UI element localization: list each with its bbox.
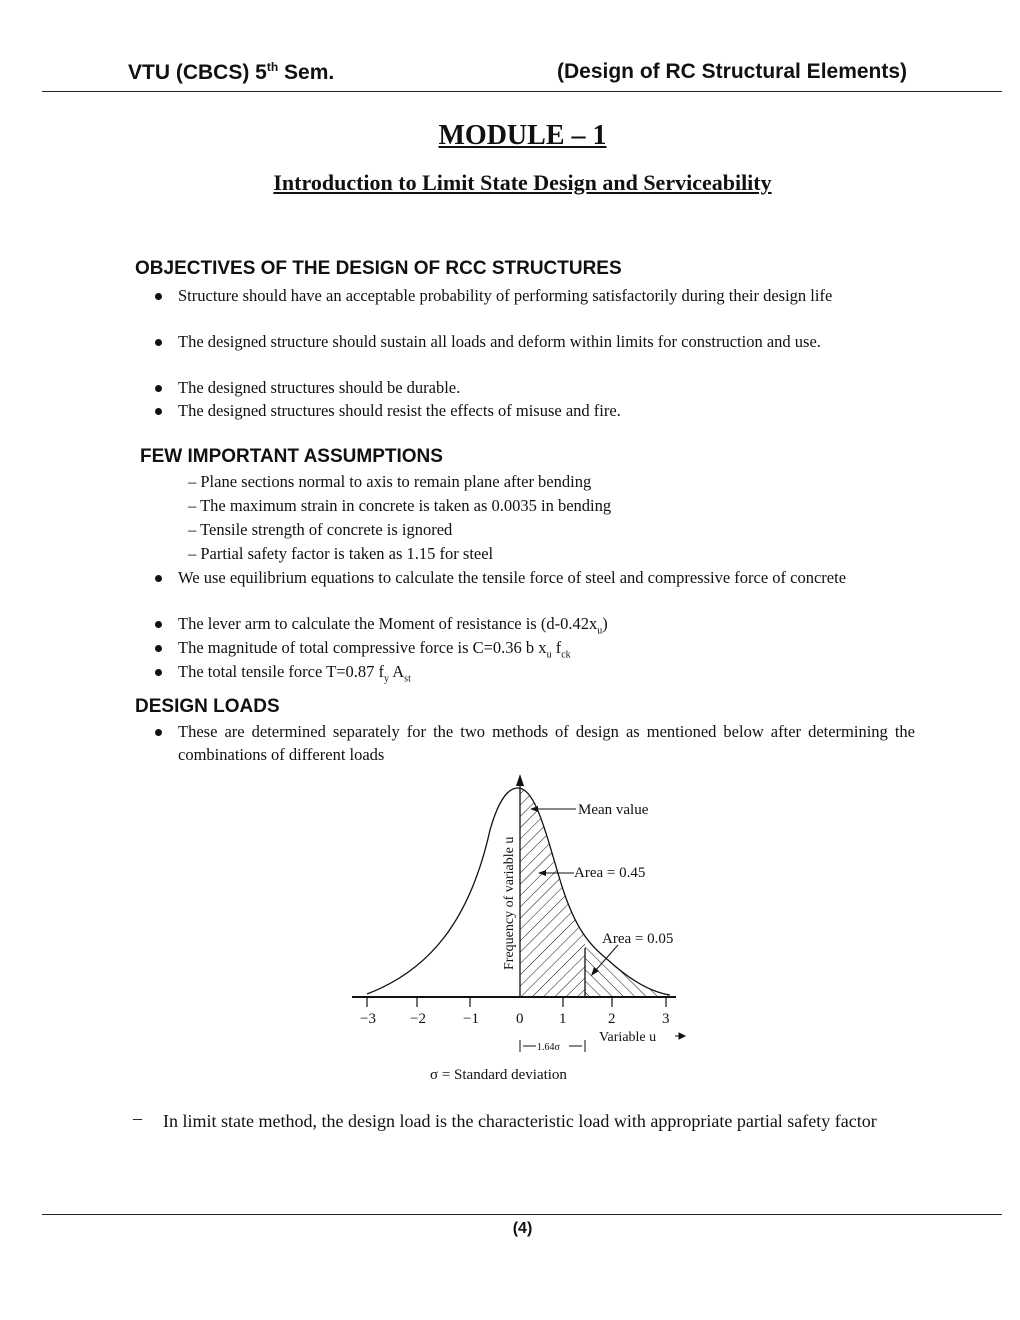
sigma-caption: σ = Standard deviation	[430, 1067, 567, 1083]
footer-rule	[42, 1214, 1002, 1215]
x-ticks	[367, 997, 666, 1007]
header-course: VTU (CBCS) 5th Sem.	[128, 60, 335, 84]
design-loads-heading: DESIGN LOADS	[135, 696, 280, 717]
closing-text: In limit state method, the design load is the characteristic load with appropriate partial safety factor	[163, 1111, 877, 1131]
tick-label: 1	[559, 1011, 567, 1027]
dash-bullet: –	[133, 1108, 142, 1128]
x-arrow-icon	[675, 1033, 685, 1039]
assumption-line: – Tensile strength of concrete is ignored	[188, 520, 453, 539]
header-rule	[42, 91, 1002, 92]
x-axis-label: Variable u	[599, 1030, 657, 1045]
y-axis-arrow-icon	[516, 774, 524, 786]
objective-item: Structure should have an acceptable probability of performing satisfactorily during their design life	[155, 284, 915, 307]
assumptions-heading: FEW IMPORTANT ASSUMPTIONS	[140, 446, 443, 467]
design-loads-item: These are determined separately for the two methods of design as mentioned below after determining the combinations of different loads	[155, 720, 915, 766]
tick-label: 0	[516, 1011, 524, 1027]
page-number: (4)	[512, 1220, 533, 1237]
tick-label: −2	[410, 1011, 426, 1027]
area045-label: Area = 0.45	[574, 865, 646, 881]
mean-label: Mean value	[578, 802, 649, 818]
assumption-item: We use equilibrium equations to calculate the tensile force of steel and compressive force of concrete	[155, 566, 915, 589]
objective-item: The designed structure should sustain all loads and deform within limits for construction and use.	[155, 330, 915, 353]
module-title: MODULE – 1	[438, 120, 607, 151]
header-subject: (Design of RC Structural Elements)	[557, 60, 908, 83]
module-subtitle: Introduction to Limit State Design and Serviceability	[273, 170, 772, 195]
tick-label: 3	[662, 1011, 670, 1027]
tick-label: −1	[463, 1011, 479, 1027]
hatched-area-045	[520, 770, 585, 997]
distribution-curve	[367, 788, 670, 995]
assumption-item: The magnitude of total compressive force is C=0.36 b $x_u$ $f_{ck}$	[155, 636, 915, 666]
objective-item: The designed structures should be durable.	[155, 376, 915, 399]
tick-label: −3	[360, 1011, 376, 1027]
assumption-line: – Partial safety factor is taken as 1.15 for steel	[188, 544, 494, 563]
tick-label: 2	[608, 1011, 616, 1027]
range-label: 1.64σ	[537, 1042, 560, 1053]
assumption-item: The lever arm to calculate the Moment of resistance is $(d-0.42x_u)$	[155, 612, 915, 642]
objective-item: The designed structures should resist the effects of misuse and fire.	[155, 399, 915, 422]
y-axis-label: Frequency of variable u	[502, 836, 517, 970]
area005-label: Area = 0.05	[602, 931, 674, 947]
assumption-item: The total tensile force T=0.87 $f_y$ $A_{st}$	[155, 660, 915, 690]
assumption-line: – The maximum strain in concrete is taken as 0.0035 in bending	[188, 496, 612, 515]
normal-distribution-figure	[340, 770, 720, 1090]
objectives-heading: OBJECTIVES OF THE DESIGN OF RCC STRUCTURES	[135, 258, 622, 279]
assumption-line: – Plane sections normal to axis to remain plane after bending	[188, 472, 592, 491]
